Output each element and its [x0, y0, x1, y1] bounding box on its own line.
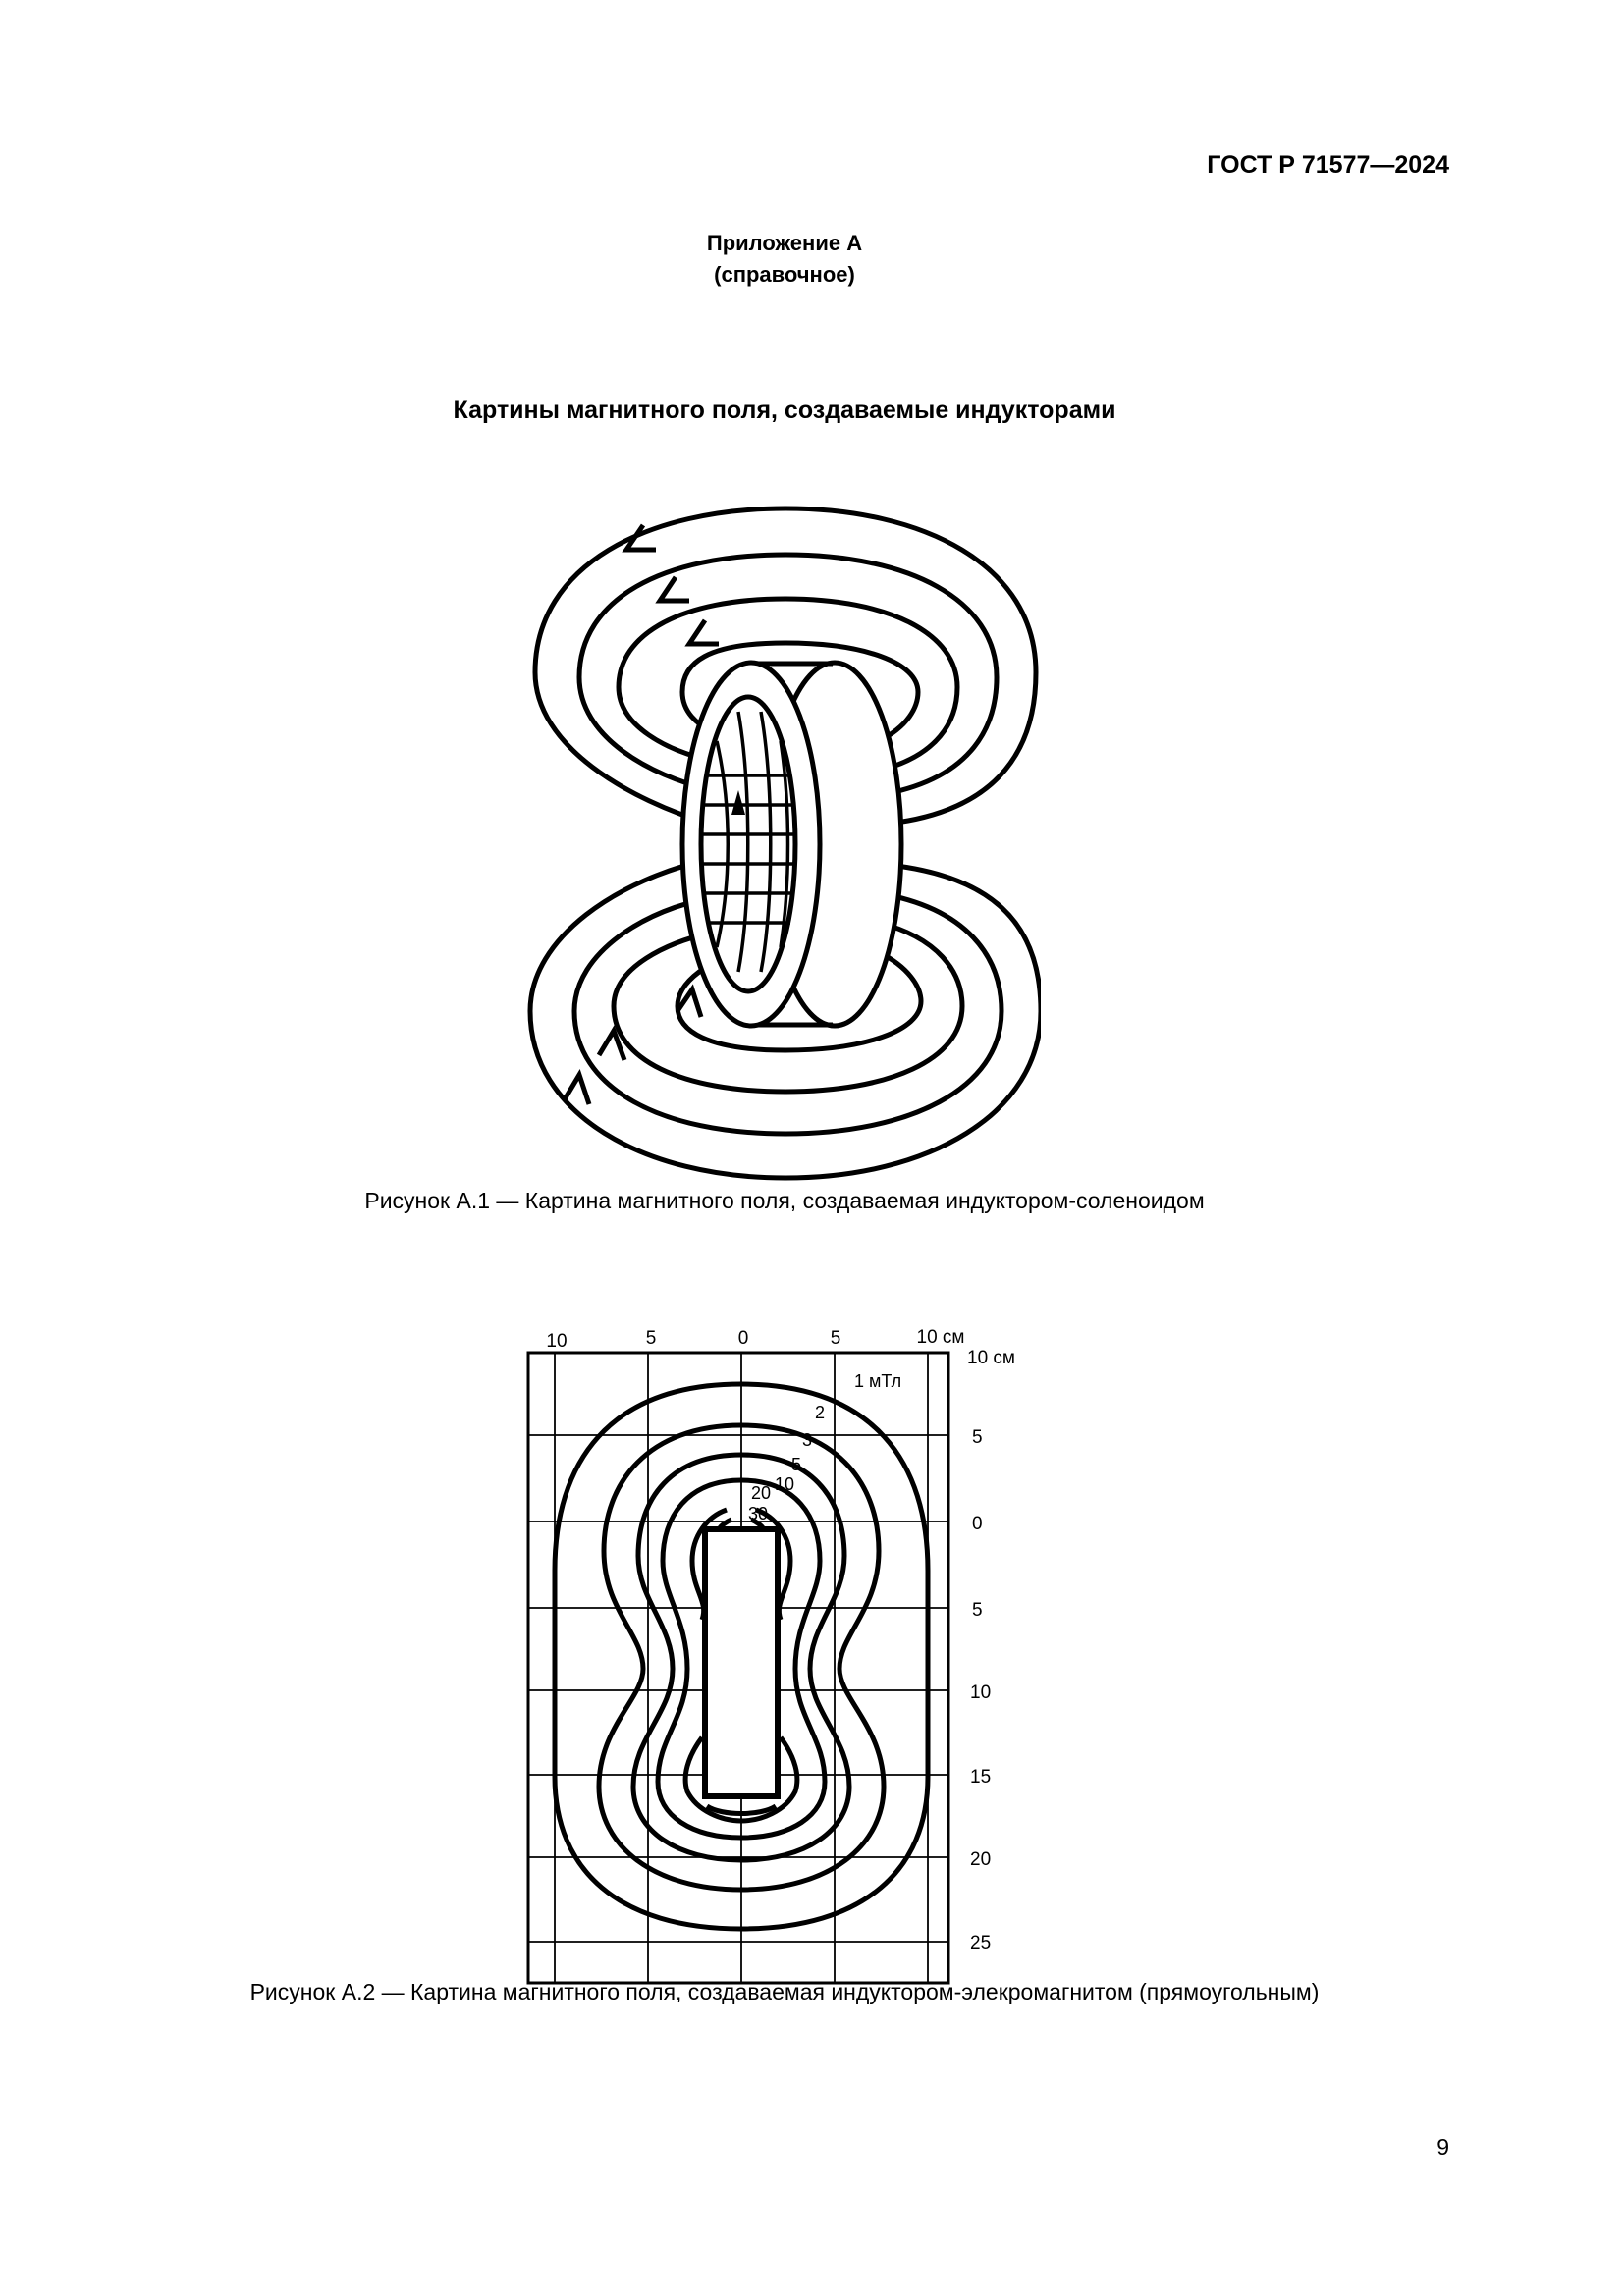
right-axis-tick: 5: [972, 1600, 983, 1621]
right-axis-tick: 0: [972, 1514, 983, 1534]
right-axis-tick: 25: [970, 1933, 992, 1953]
contour-label: 5: [791, 1455, 802, 1474]
contour-label: 10: [775, 1474, 795, 1494]
right-axis-tick: 5: [972, 1427, 983, 1448]
annex-heading: [0, 228, 1569, 291]
top-axis-tick: 5: [645, 1328, 657, 1349]
contour-label: 2: [815, 1403, 826, 1422]
solenoid-field-figure: [511, 501, 1041, 1188]
contour-label: 20: [751, 1483, 772, 1503]
figure-1-caption: Рисунок А.1 — Картина магнитного поля, создаваемая индуктором-соленоидом: [364, 1188, 1205, 1213]
right-axis-tick: 10 см: [967, 1348, 1015, 1368]
top-axis-tick: 5: [830, 1328, 841, 1349]
standard-number: ГОСТ Р 71577—2024: [1207, 151, 1449, 179]
right-axis-tick: 20: [970, 1849, 992, 1870]
top-axis-tick: 10: [546, 1331, 568, 1352]
top-axis-tick: 0: [737, 1328, 749, 1349]
electromagnet-field-figure: [511, 1306, 1041, 1993]
contour-label: 1 мТл: [854, 1371, 902, 1391]
annex-type: (справочное): [714, 262, 855, 287]
contour-label: 3: [802, 1430, 813, 1450]
annex-title: Приложение А: [706, 231, 863, 255]
right-axis-tick: 15: [970, 1767, 992, 1788]
page-number: 9: [1436, 2134, 1449, 2160]
figure-2-caption: Рисунок А.2 — Картина магнитного поля, создаваемая индуктором-элекромагнитом (прямоугольным): [249, 1979, 1320, 2004]
right-axis-tick: 10: [970, 1682, 992, 1703]
contour-label: 30: [748, 1504, 769, 1523]
section-title: Картины магнитного поля, создаваемые индукторами: [453, 397, 1116, 424]
top-axis-tick: 10 см: [916, 1327, 965, 1348]
